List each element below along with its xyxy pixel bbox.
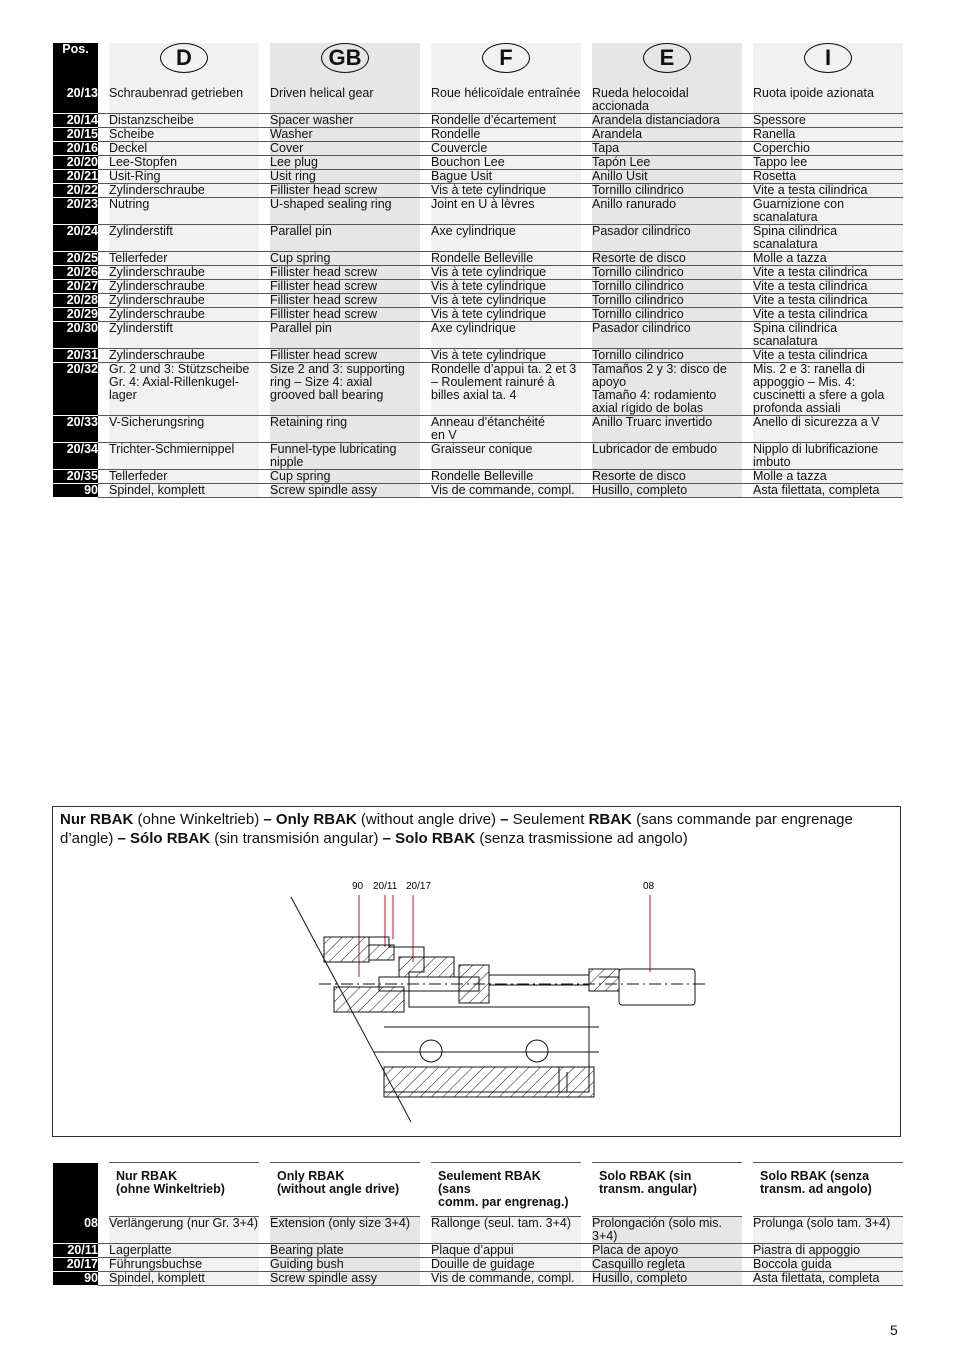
cell-gb: Screw spindle assy [270,1272,420,1286]
lang-header-e [592,43,742,87]
pos-number: 90 [53,484,98,498]
callout-20-17: 20/17 [406,881,432,892]
rbak-header-pos [53,1163,98,1217]
section-title-part: (sin transmisión angular) [210,830,383,847]
parts-table [53,43,903,498]
cell-d: Zylinderschraube [109,280,259,294]
cell-f: Rondelle d’écartement [431,114,581,128]
table-row [53,1258,903,1272]
cell-e: Tornillo cilindrico [592,294,742,308]
cell-i: Vite a testa cilindrica [753,294,903,308]
section-title-part: (ohne Winkeltrieb) [133,811,264,828]
rbak-drawing-section [52,806,901,1137]
cell-d: Schraubenrad getrieben [109,87,259,114]
cell-gb: Retaining ring [270,416,420,443]
pos-number: 20/24 [53,225,98,252]
table-row [53,128,903,142]
cell-d: Zylinderstift [109,322,259,349]
table-row [53,170,903,184]
cell-gb: Washer [270,128,420,142]
cell-f: Rondelle d’appui ta. 2 et 3 – Roulement rainuré à billes axial ta. 4 [431,363,581,416]
cell-e: Tornillo cilindrico [592,184,742,198]
cell-gb: Parallel pin [270,225,420,252]
cell-d: Tellerfeder [109,470,259,484]
pos-number: 20/20 [53,156,98,170]
cell-d: Nutring [109,198,259,225]
table-row [53,308,903,322]
table-row [53,142,903,156]
cell-e: Anillo Truarc invertido [592,416,742,443]
section-title-part: RBAK [588,811,632,828]
cell-d: Distanzscheibe [109,114,259,128]
table-row [53,443,903,470]
cell-e: Arandela [592,128,742,142]
cell-gb: Fillister head screw [270,349,420,363]
cell-i: Vite a testa cilindrica [753,308,903,322]
pos-number: 20/15 [53,128,98,142]
pos-number: 20/31 [53,349,98,363]
cell-f: Vis à tete cylindrique [431,266,581,280]
rbak-header-gb: Only RBAK (without angle drive) [270,1163,420,1217]
cell-f: Rondelle Belleville [431,252,581,266]
rbak-header-row [53,1163,903,1217]
cell-d: Gr. 2 und 3: Stützscheibe Gr. 4: Axial-Rillenkugel- lager [109,363,259,416]
cell-gb: U-shaped sealing ring [270,198,420,225]
cell-e: Tornillo cilindrico [592,349,742,363]
cell-f: Axe cylindrique [431,225,581,252]
cell-gb: Usit ring [270,170,420,184]
cell-i: Spina cilindrica scanalatura [753,322,903,349]
cell-e: Arandela distanciadora [592,114,742,128]
cell-e: Tapón Lee [592,156,742,170]
pos-number: 20/14 [53,114,98,128]
cell-d: Deckel [109,142,259,156]
lang-oval-f: F [482,43,530,73]
section-title-part: (without angle drive) [356,811,501,828]
table-row [53,363,903,416]
lang-oval-gb: GB [321,43,369,73]
cell-e: Tamaños 2 y 3: disco de apoyo Tamaño 4: rodamiento axial rígido de bolas [592,363,742,416]
cell-e: Husillo, completo [592,484,742,498]
cell-d: Tellerfeder [109,252,259,266]
cell-f: Rondelle [431,128,581,142]
lang-header-f [431,43,581,87]
table-row [53,349,903,363]
cell-gb: Fillister head screw [270,294,420,308]
cell-f: Graisseur conique [431,443,581,470]
pos-number: 20/17 [53,1258,98,1272]
table-row [53,184,903,198]
cell-f: Couvercle [431,142,581,156]
callout-08: 08 [643,881,655,892]
cell-gb: Cover [270,142,420,156]
cell-gb: Fillister head screw [270,308,420,322]
cell-gb: Bearing plate [270,1244,420,1258]
callout-90: 90 [352,881,364,892]
cell-d: Zylinderschraube [109,184,259,198]
cell-f: Roue hélicoïdale entraînée [431,87,581,114]
cell-e: Tornillo cilindrico [592,266,742,280]
table-row [53,1272,903,1286]
cell-i: Vite a testa cilindrica [753,280,903,294]
table-row [53,416,903,443]
cell-f: Vis à tete cylindrique [431,184,581,198]
cell-i: Molle a tazza [753,252,903,266]
rbak-header-d: Nur RBAK (ohne Winkeltrieb) [109,1163,259,1217]
cell-e: Prolongación (solo mis. 3+4) [592,1217,742,1244]
technical-drawing [289,877,759,1137]
pos-number: 08 [53,1217,98,1244]
cell-d: V-Sicherungsring [109,416,259,443]
cell-i: Nipplo di lubrificazione imbuto [753,443,903,470]
cell-f: Anneau d’étanchéité en V [431,416,581,443]
cell-i: Rosetta [753,170,903,184]
cell-e: Tapa [592,142,742,156]
lang-header-i [753,43,903,87]
cell-d: Zylinderschraube [109,349,259,363]
cell-gb: Fillister head screw [270,266,420,280]
pos-number: 20/29 [53,308,98,322]
cell-gb: Parallel pin [270,322,420,349]
section-title-part: – Solo RBAK [382,830,476,847]
table-row [53,225,903,252]
pos-number: 20/25 [53,252,98,266]
table-row [53,322,903,349]
parts-body [53,87,903,498]
rbak-header-e: Solo RBAK (sin transm. angular) [592,1163,742,1217]
section-title-part: Seulement [508,811,589,828]
pos-number: 20/35 [53,470,98,484]
cell-e: Lubricador de embudo [592,443,742,470]
cell-i: Coperchio [753,142,903,156]
cell-i: Vite a testa cilindrica [753,184,903,198]
cell-gb: Extension (only size 3+4) [270,1217,420,1244]
cell-i: Prolunga (solo tam. 3+4) [753,1217,903,1244]
cell-i: Boccola guida [753,1258,903,1272]
cell-i: Asta filettata, completa [753,484,903,498]
cell-e: Tornillo cilindrico [592,280,742,294]
cell-f: Bague Usit [431,170,581,184]
cell-i: Anello di sicurezza a V [753,416,903,443]
cell-e: Placa de apoyo [592,1244,742,1258]
lang-header-gb [270,43,420,87]
cell-i: Spina cilindrica scanalatura [753,225,903,252]
cell-f: Joint en U à lèvres [431,198,581,225]
cell-i: Spessore [753,114,903,128]
cell-gb: Lee plug [270,156,420,170]
cell-i: Vite a testa cilindrica [753,266,903,280]
cell-gb: Size 2 and 3: supporting ring – Size 4: axial grooved ball bearing [270,363,420,416]
table-row [53,1244,903,1258]
page-number: 5 [890,1322,898,1338]
pos-number: 20/11 [53,1244,98,1258]
cell-d: Zylinderschraube [109,308,259,322]
cell-e: Anillo ranurado [592,198,742,225]
table-row [53,87,903,114]
table-row [53,294,903,308]
cell-gb: Driven helical gear [270,87,420,114]
pos-number: 20/23 [53,198,98,225]
section-title-part: – Only RBAK [263,811,357,828]
pos-number: 90 [53,1272,98,1286]
cell-d: Spindel, komplett [109,484,259,498]
section-title-part: – Sólo RBAK [117,830,211,847]
cell-d: Usit-Ring [109,170,259,184]
cell-d: Scheibe [109,128,259,142]
lang-oval-i: I [804,43,852,73]
section-title-part: Nur RBAK [60,811,134,828]
cell-f: Rondelle Belleville [431,470,581,484]
pos-number: 20/33 [53,416,98,443]
cell-d: Trichter-Schmiernippel [109,443,259,470]
cell-d: Lagerplatte [109,1244,259,1258]
callout-20-11: 20/11 [373,881,398,892]
cell-i: Asta filettata, completa [753,1272,903,1286]
cell-e: Pasador cilindrico [592,322,742,349]
cell-i: Ranella [753,128,903,142]
cell-d: Zylinderschraube [109,294,259,308]
pos-number: 20/26 [53,266,98,280]
cell-f: Vis de commande, compl. [431,1272,581,1286]
table-row [53,198,903,225]
cell-gb: Fillister head screw [270,184,420,198]
cell-gb: Cup spring [270,470,420,484]
cell-e: Tornillo cilindrico [592,308,742,322]
pos-number: 20/16 [53,142,98,156]
cell-i: Molle a tazza [753,470,903,484]
rbak-header-i: Solo RBAK (senza transm. ad angolo) [753,1163,903,1217]
rbak-parts-table [53,1162,903,1286]
cell-f: Vis à tete cylindrique [431,280,581,294]
housing [291,897,599,1122]
cell-f: Plaque d’appui [431,1244,581,1258]
cell-i: Vite a testa cilindrica [753,349,903,363]
section-title [60,810,860,848]
cell-i: Tappo lee [753,156,903,170]
cell-e: Pasador cilindrico [592,225,742,252]
cell-gb: Guiding bush [270,1258,420,1272]
cell-i: Piastra di appoggio [753,1244,903,1258]
rbak-header-f: Seulement RBAK (sans comm. par engrenag.) [431,1163,581,1217]
table-row [53,266,903,280]
cell-d: Führungsbuchse [109,1258,259,1272]
cell-f: Axe cylindrique [431,322,581,349]
cell-d: Lee-Stopfen [109,156,259,170]
pos-number: 20/30 [53,322,98,349]
cell-i: Ruota ipoide azionata [753,87,903,114]
table-row [53,470,903,484]
cell-f: Vis de commande, compl. [431,484,581,498]
table-row [53,1217,903,1244]
lang-oval-e: E [643,43,691,73]
pos-header: Pos. [53,43,98,87]
table-row [53,156,903,170]
cell-gb: Spacer washer [270,114,420,128]
section-title-part: (senza trasmissione ad angolo) [475,830,688,847]
cell-gb: Fillister head screw [270,280,420,294]
table-row [53,484,903,498]
language-header-row [53,43,903,87]
pos-number: 20/21 [53,170,98,184]
pos-number: 20/28 [53,294,98,308]
cell-d: Spindel, komplett [109,1272,259,1286]
section-title-part: (sans commande par engrenage d’angle) [60,811,853,847]
cell-e: Rueda helocoidal accionada [592,87,742,114]
cell-f: Vis à tete cylindrique [431,349,581,363]
cell-i: Mis. 2 e 3: ranella di appoggio – Mis. 4: cuscinetti a sfere a gola profonda assiali [753,363,903,416]
cell-gb: Screw spindle assy [270,484,420,498]
lang-oval-d: D [160,43,208,73]
cell-f: Bouchon Lee [431,156,581,170]
cell-f: Rallonge (seul. tam. 3+4) [431,1217,581,1244]
cell-f: Vis à tete cylindrique [431,308,581,322]
cell-f: Vis à tete cylindrique [431,294,581,308]
section-title-part: – [500,811,509,828]
cell-e: Resorte de disco [592,252,742,266]
rbak-body [53,1163,903,1286]
table-row [53,252,903,266]
cell-d: Zylinderschraube [109,266,259,280]
cell-e: Anillo Usit [592,170,742,184]
lang-header-d [109,43,259,87]
cell-i: Guarnizione con scanalatura [753,198,903,225]
pos-number: 20/34 [53,443,98,470]
cell-e: Casquillo regleta [592,1258,742,1272]
pos-number: 20/13 [53,87,98,114]
cell-e: Husillo, completo [592,1272,742,1286]
table-row [53,114,903,128]
cell-f: Douille de guidage [431,1258,581,1272]
cell-d: Verlängerung (nur Gr. 3+4) [109,1217,259,1244]
cell-gb: Cup spring [270,252,420,266]
pos-number: 20/32 [53,363,98,416]
cell-e: Resorte de disco [592,470,742,484]
table-row [53,280,903,294]
pos-number: 20/22 [53,184,98,198]
cell-d: Zylinderstift [109,225,259,252]
pos-number: 20/27 [53,280,98,294]
cell-gb: Funnel-type lubricating nipple [270,443,420,470]
